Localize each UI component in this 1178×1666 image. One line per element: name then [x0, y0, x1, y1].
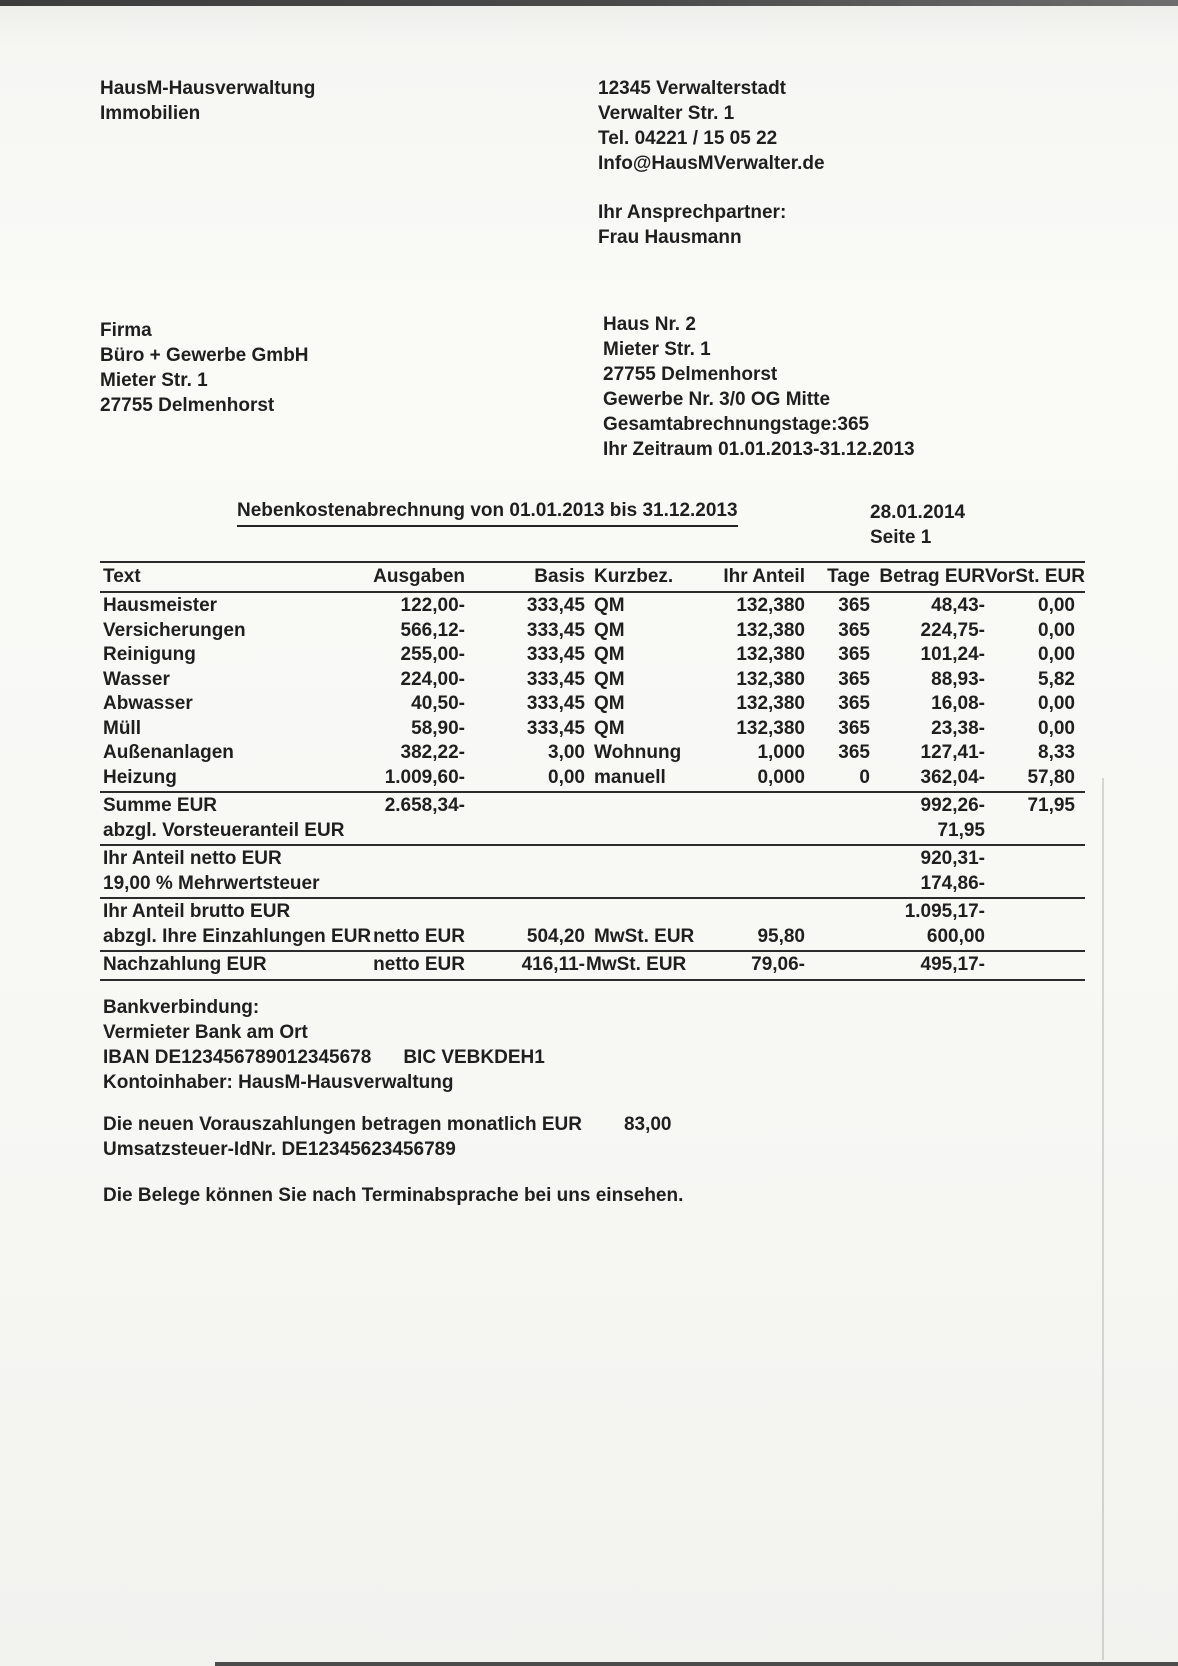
summary-kurzbez: MwSt. EUR: [586, 954, 687, 975]
row-betrag: 362,04-: [920, 766, 985, 788]
row-anteil: 132,380: [736, 619, 805, 641]
row-kurzbez: QM: [594, 619, 625, 641]
property-line: Haus Nr. 2: [603, 314, 696, 335]
row-anteil: 132,380: [736, 644, 805, 665]
table-row: [100, 668, 1085, 693]
summary-row-anteil-netto: [100, 847, 1085, 872]
row-basis: 333,45: [526, 595, 585, 616]
row-kurzbez: QM: [594, 717, 625, 739]
summary-label-group: [100, 925, 465, 950]
row-ausgaben: 224,00-: [400, 668, 465, 690]
row-basis: 333,45: [526, 693, 585, 714]
property-line: Gesamtabrechnungstage:365: [603, 414, 870, 435]
bank-block: [103, 995, 545, 1095]
summary-row-nachzahlung: [100, 953, 1085, 978]
summary-betrag: 600,00: [926, 925, 985, 947]
sender-address-block: [598, 76, 825, 176]
bank-iban-line: [103, 1045, 545, 1070]
row-betrag: 16,08-: [931, 693, 985, 714]
property-block: [603, 312, 915, 462]
statement-date: 28.01.2014: [870, 502, 966, 523]
summary-betrag: 1.095,17-: [904, 901, 985, 922]
table-rule: [100, 791, 1085, 793]
row-betrag: 127,41-: [920, 742, 985, 763]
summary-betrag: 992,26-: [920, 795, 985, 816]
header-vorst: VorSt. EUR: [985, 566, 1085, 587]
cost-table: [100, 560, 1085, 982]
table-rule: [100, 591, 1085, 593]
page-number: Seite 1: [870, 527, 932, 548]
row-kurzbez: manuell: [594, 766, 666, 788]
property-line: Ihr Zeitraum 01.01.2013-31.12.2013: [603, 439, 915, 460]
summary-ausgaben: netto EUR: [373, 925, 465, 947]
bank-heading: Bankverbindung:: [103, 997, 260, 1018]
row-betrag: 48,43-: [931, 595, 985, 616]
contact-label: Ihr Ansprechpartner:: [598, 202, 787, 223]
row-vorst: 8,33: [1038, 742, 1075, 763]
row-anteil: 132,380: [736, 693, 805, 714]
statement-title-wrap: [237, 500, 738, 527]
table-row: [100, 594, 1085, 619]
row-basis: 0,00: [548, 766, 585, 788]
header-basis: Basis: [534, 566, 585, 587]
sender-address-line: 12345 Verwalterstadt: [598, 78, 787, 99]
table-row: [100, 692, 1085, 717]
sender-division: Immobilien: [100, 103, 201, 124]
header-anteil: Ihr Anteil: [723, 566, 805, 587]
summary-betrag: 495,17-: [920, 954, 985, 975]
property-line: Mieter Str. 1: [603, 339, 711, 360]
row-vorst: 0,00: [1038, 644, 1075, 665]
row-anteil: 0,000: [757, 766, 805, 788]
row-tage: 0: [859, 766, 870, 788]
header-kurzbez: Kurzbez.: [594, 566, 674, 587]
row-anteil: 1,000: [757, 742, 805, 763]
summary-row-einzahlungen: [100, 925, 1085, 950]
row-tage: 365: [838, 693, 870, 714]
row-tage: 365: [838, 619, 870, 641]
table-row: [100, 717, 1085, 742]
summary-row-mehrwertsteuer: [100, 872, 1085, 897]
row-text: Wasser: [103, 668, 170, 690]
recipient-line: Firma: [100, 320, 152, 341]
summary-anteil: 79,06-: [751, 954, 805, 975]
row-ausgaben: 382,22-: [400, 742, 465, 763]
row-tage: 365: [838, 644, 870, 665]
prepayment-amount: 83,00: [623, 1114, 672, 1135]
scan-top-edge: [0, 0, 1178, 6]
header-betrag: Betrag EUR: [879, 566, 985, 587]
summary-row-vorsteueranteil: [100, 819, 1085, 844]
row-ausgaben: 566,12-: [400, 619, 465, 641]
contact-block: [598, 200, 786, 250]
table-rule: [100, 561, 1085, 563]
summary-label-group: [100, 953, 465, 978]
header-text: Text: [103, 566, 141, 587]
row-vorst: 0,00: [1038, 619, 1075, 641]
bank-bic: BIC VEBKDEH1: [403, 1047, 545, 1068]
row-tage: 365: [838, 717, 870, 739]
row-ausgaben: 1.009,60-: [384, 766, 465, 788]
header-ausgaben: Ausgaben: [373, 566, 465, 587]
recipient-block: [100, 318, 309, 418]
bank-name: Vermieter Bank am Ort: [103, 1022, 308, 1043]
recipient-line: Mieter Str. 1: [100, 370, 208, 391]
bank-account-holder: Kontoinhaber: HausM-Hausverwaltung: [103, 1072, 454, 1093]
summary-label: abzgl. Vorsteueranteil EUR: [103, 819, 345, 841]
row-betrag: 101,24-: [920, 644, 985, 665]
scan-edge-artifact: [1102, 778, 1104, 1660]
row-kurzbez: QM: [594, 644, 625, 665]
table-rule: [100, 979, 1085, 981]
bank-iban: IBAN DE123456789012345678: [103, 1047, 372, 1068]
vat-id: Umsatzsteuer-IdNr. DE12345623456789: [103, 1139, 456, 1160]
summary-betrag: 174,86-: [920, 872, 985, 894]
summary-row-summe: [100, 794, 1085, 819]
summary-betrag: 920,31-: [920, 848, 985, 869]
row-text: Versicherungen: [103, 619, 246, 641]
row-kurzbez: QM: [594, 693, 625, 714]
property-line: 27755 Delmenhorst: [603, 364, 778, 385]
row-ausgaben: 122,00-: [400, 595, 465, 616]
prepayment-block: [103, 1112, 672, 1162]
sender-address-line: Info@HausMVerwalter.de: [598, 153, 825, 174]
row-anteil: 132,380: [736, 668, 805, 690]
sender-address-line: Tel. 04221 / 15 05 22: [598, 128, 778, 149]
row-kurzbez: QM: [594, 595, 625, 616]
statement-title: Nebenkostenabrechnung von 01.01.2013 bis 31.12.2013: [237, 500, 738, 527]
summary-ausgaben: netto EUR: [373, 954, 465, 975]
row-vorst: 0,00: [1038, 595, 1075, 616]
closing-note: Die Belege können Sie nach Terminabsprache bei uns einsehen.: [103, 1185, 684, 1206]
row-ausgaben: 58,90-: [411, 717, 465, 739]
row-vorst: 0,00: [1038, 693, 1075, 714]
row-anteil: 132,380: [736, 717, 805, 739]
row-basis: 333,45: [526, 668, 585, 690]
summary-basis: 416,11-: [521, 954, 585, 975]
contact-name: Frau Hausmann: [598, 227, 742, 248]
table-rule: [100, 950, 1085, 952]
row-tage: 365: [838, 595, 870, 616]
recipient-line: 27755 Delmenhorst: [100, 395, 275, 416]
summary-anteil: 95,80: [757, 925, 805, 947]
row-betrag: 224,75-: [920, 619, 985, 641]
row-ausgaben: 255,00-: [400, 644, 465, 665]
table-rule: [100, 844, 1085, 846]
row-tage: 365: [838, 668, 870, 690]
sender-block: [100, 76, 315, 126]
table-row: [100, 741, 1085, 766]
summary-label: 19,00 % Mehrwertsteuer: [103, 872, 320, 894]
row-kurzbez: QM: [594, 668, 625, 690]
table-row: [100, 766, 1085, 791]
summary-basis: 504,20: [526, 925, 585, 947]
prepayment-line: [103, 1112, 672, 1137]
scan-bottom-edge: [215, 1662, 1178, 1666]
row-vorst: 0,00: [1038, 717, 1075, 739]
summary-vorst: 71,95: [1027, 795, 1075, 816]
row-kurzbez: Wohnung: [594, 742, 682, 763]
header-tage: Tage: [827, 566, 870, 587]
prepayment-text: Die neuen Vorauszahlungen betragen monatlich EUR: [103, 1114, 582, 1135]
recipient-line: Büro + Gewerbe GmbH: [100, 345, 309, 366]
property-line: Gewerbe Nr. 3/0 OG Mitte: [603, 389, 831, 410]
sender-address-line: Verwalter Str. 1: [598, 103, 735, 124]
row-ausgaben: 40,50-: [411, 693, 465, 714]
row-vorst: 57,80: [1027, 766, 1075, 788]
table-row: [100, 619, 1085, 644]
summary-label: Ihr Anteil netto EUR: [103, 848, 282, 869]
row-anteil: 132,380: [736, 595, 805, 616]
row-basis: 333,45: [526, 619, 585, 641]
summary-label: Summe EUR: [103, 795, 218, 816]
row-text: Hausmeister: [103, 595, 218, 616]
summary-label: Nachzahlung EUR: [103, 954, 267, 975]
row-tage: 365: [838, 742, 870, 763]
row-basis: 333,45: [526, 644, 585, 665]
row-vorst: 5,82: [1038, 668, 1075, 690]
summary-label: abzgl. Ihre Einzahlungen EUR: [103, 925, 372, 947]
row-basis: 3,00: [548, 742, 585, 763]
summary-label: Ihr Anteil brutto EUR: [103, 901, 291, 922]
summary-kurzbez: MwSt. EUR: [594, 925, 695, 947]
table-row: [100, 643, 1085, 668]
table-header-row: [100, 564, 1085, 590]
row-text: Heizung: [103, 766, 177, 788]
row-text: Abwasser: [103, 693, 193, 714]
row-betrag: 88,93-: [931, 668, 985, 690]
sender-name: HausM-Hausverwaltung: [100, 78, 316, 99]
row-basis: 333,45: [526, 717, 585, 739]
summary-ausgaben: 2.658,34-: [384, 795, 465, 816]
summary-betrag: 71,95: [937, 819, 985, 841]
row-text: Müll: [103, 717, 141, 739]
summary-row-anteil-brutto: [100, 900, 1085, 925]
row-text: Außenanlagen: [103, 742, 234, 763]
row-text: Reinigung: [103, 644, 196, 665]
row-betrag: 23,38-: [931, 717, 985, 739]
table-rule: [100, 897, 1085, 899]
